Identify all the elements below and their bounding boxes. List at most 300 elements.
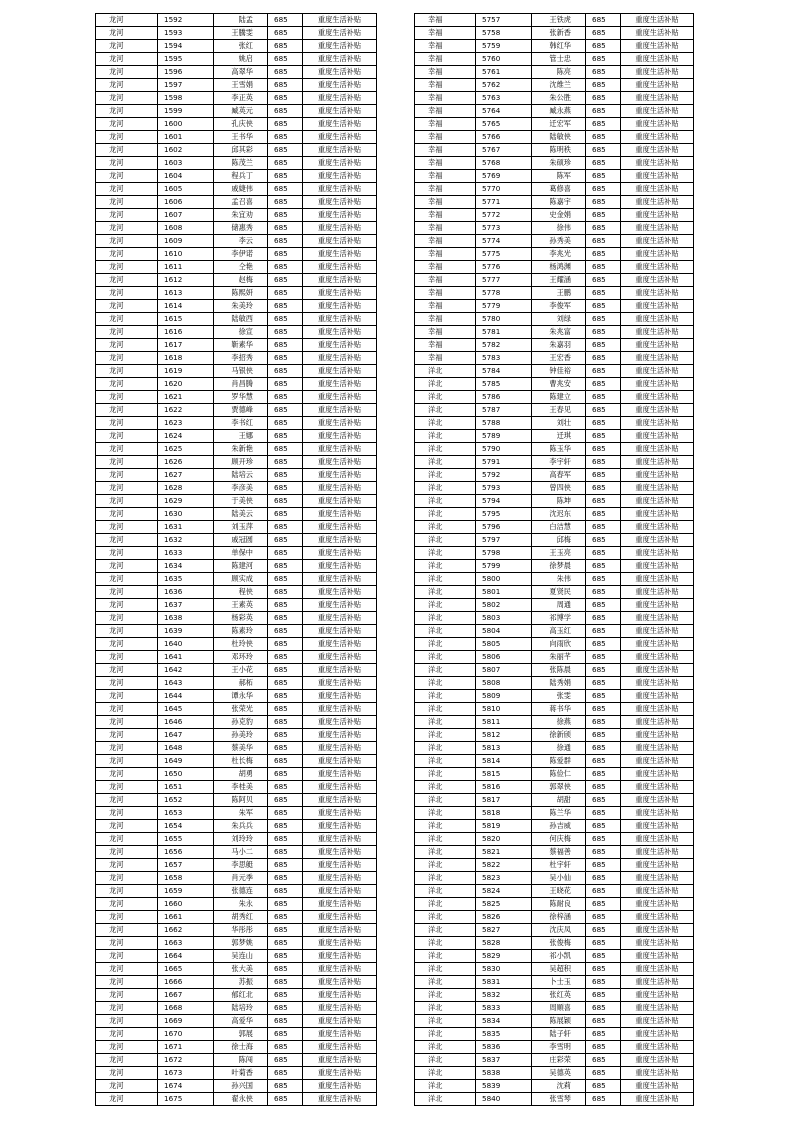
town-cell: 幸福 [415, 118, 476, 131]
table-row [415, 339, 694, 352]
town-cell: 洋北 [415, 937, 476, 950]
subsidy-type-cell: 重度生活补贴 [621, 196, 694, 209]
table-row [96, 1067, 377, 1080]
table-row [96, 495, 377, 508]
subsidy-type-cell: 重度生活补贴 [303, 664, 377, 677]
name-cell: 王小花 [214, 664, 268, 677]
amount-cell: 685 [268, 1028, 303, 1041]
name-cell: 王素英 [214, 599, 268, 612]
town-cell: 龙河 [96, 469, 158, 482]
subsidy-type-cell: 重度生活补贴 [621, 612, 694, 625]
name-cell: 刘壮 [532, 417, 586, 430]
table-row [415, 1080, 694, 1093]
subsidy-type-cell: 重度生活补贴 [303, 885, 377, 898]
number-cell: 5828 [476, 937, 532, 950]
subsidy-type-cell: 重度生活补贴 [303, 859, 377, 872]
name-cell: 陆敏侠 [532, 131, 586, 144]
amount-cell: 685 [268, 248, 303, 261]
town-cell: 洋北 [415, 365, 476, 378]
town-cell: 洋北 [415, 729, 476, 742]
town-cell: 洋北 [415, 391, 476, 404]
table-row [415, 872, 694, 885]
table-row [415, 846, 694, 859]
subsidy-type-cell: 重度生活补贴 [621, 521, 694, 534]
number-cell: 1634 [158, 560, 214, 573]
number-cell: 5803 [476, 612, 532, 625]
amount-cell: 685 [586, 105, 621, 118]
table-row [96, 1002, 377, 1015]
table-row [96, 1093, 377, 1106]
table-row [415, 547, 694, 560]
number-cell: 1618 [158, 352, 214, 365]
name-cell: 沈莉 [532, 1080, 586, 1093]
subsidy-type-cell: 重度生活补贴 [621, 66, 694, 79]
subsidy-type-cell: 重度生活补贴 [621, 1028, 694, 1041]
table-row [96, 92, 377, 105]
town-cell: 洋北 [415, 1080, 476, 1093]
table-row [415, 755, 694, 768]
subsidy-type-cell: 重度生活补贴 [621, 677, 694, 690]
table-row [96, 1041, 377, 1054]
name-cell: 张陈晨 [532, 664, 586, 677]
table-row [415, 261, 694, 274]
table-row [415, 326, 694, 339]
number-cell: 5785 [476, 378, 532, 391]
number-cell: 1610 [158, 248, 214, 261]
amount-cell: 685 [268, 807, 303, 820]
subsidy-type-cell: 重度生活补贴 [621, 989, 694, 1002]
amount-cell: 685 [268, 1054, 303, 1067]
amount-cell: 685 [586, 495, 621, 508]
amount-cell: 685 [586, 1028, 621, 1041]
table-row [415, 209, 694, 222]
table-row [96, 235, 377, 248]
number-cell: 5770 [476, 183, 532, 196]
name-cell: 贾德峰 [214, 404, 268, 417]
name-cell: 夏贤民 [532, 586, 586, 599]
subsidy-type-cell: 重度生活补贴 [621, 690, 694, 703]
amount-cell: 685 [586, 677, 621, 690]
amount-cell: 685 [586, 287, 621, 300]
amount-cell: 685 [268, 430, 303, 443]
town-cell: 洋北 [415, 716, 476, 729]
amount-cell: 685 [268, 625, 303, 638]
table-row [415, 287, 694, 300]
number-cell: 5822 [476, 859, 532, 872]
name-cell: 陈耐良 [532, 898, 586, 911]
subsidy-type-cell: 重度生活补贴 [621, 599, 694, 612]
table-row [415, 391, 694, 404]
amount-cell: 685 [268, 638, 303, 651]
table-row [96, 898, 377, 911]
subsidy-type-cell: 重度生活补贴 [303, 768, 377, 781]
town-cell: 龙河 [96, 482, 158, 495]
number-cell: 1601 [158, 131, 214, 144]
amount-cell: 685 [268, 742, 303, 755]
amount-cell: 685 [268, 729, 303, 742]
amount-cell: 685 [268, 911, 303, 924]
amount-cell: 685 [586, 456, 621, 469]
town-cell: 龙河 [96, 404, 158, 417]
name-cell: 单保中 [214, 547, 268, 560]
subsidy-type-cell: 重度生活补贴 [621, 976, 694, 989]
number-cell: 1646 [158, 716, 214, 729]
name-cell: 张荣光 [214, 703, 268, 716]
town-cell: 龙河 [96, 92, 158, 105]
subsidy-type-cell: 重度生活补贴 [621, 326, 694, 339]
town-cell: 幸福 [415, 222, 476, 235]
subsidy-type-cell: 重度生活补贴 [621, 222, 694, 235]
table-row [96, 482, 377, 495]
amount-cell: 685 [268, 560, 303, 573]
amount-cell: 685 [268, 40, 303, 53]
name-cell: 苏振 [214, 976, 268, 989]
number-cell: 5832 [476, 989, 532, 1002]
table-row [96, 378, 377, 391]
subsidy-type-cell: 重度生活补贴 [303, 755, 377, 768]
subsidy-type-cell: 重度生活补贴 [303, 365, 377, 378]
number-cell: 5812 [476, 729, 532, 742]
amount-cell: 685 [268, 820, 303, 833]
number-cell: 1670 [158, 1028, 214, 1041]
amount-cell: 685 [268, 716, 303, 729]
name-cell: 徐士海 [214, 1041, 268, 1054]
town-cell: 龙河 [96, 807, 158, 820]
name-cell: 顾实成 [214, 573, 268, 586]
number-cell: 5774 [476, 235, 532, 248]
town-cell: 洋北 [415, 976, 476, 989]
number-cell: 1647 [158, 729, 214, 742]
subsidy-type-cell: 重度生活补贴 [303, 586, 377, 599]
amount-cell: 685 [586, 482, 621, 495]
name-cell: 沈维兰 [532, 79, 586, 92]
subsidy-type-cell: 重度生活补贴 [621, 391, 694, 404]
number-cell: 5806 [476, 651, 532, 664]
amount-cell: 685 [268, 846, 303, 859]
subsidy-type-cell: 重度生活补贴 [621, 534, 694, 547]
town-cell: 龙河 [96, 196, 158, 209]
number-cell: 5834 [476, 1015, 532, 1028]
subsidy-type-cell: 重度生活补贴 [303, 963, 377, 976]
number-cell: 5787 [476, 404, 532, 417]
town-cell: 幸福 [415, 157, 476, 170]
number-cell: 5814 [476, 755, 532, 768]
table-row [415, 859, 694, 872]
town-cell: 洋北 [415, 586, 476, 599]
table-row [415, 365, 694, 378]
number-cell: 1673 [158, 1067, 214, 1080]
town-cell: 龙河 [96, 651, 158, 664]
subsidy-type-cell: 重度生活补贴 [303, 378, 377, 391]
name-cell: 肖昌腾 [214, 378, 268, 391]
name-cell: 曾四侠 [532, 482, 586, 495]
name-cell: 张新香 [532, 27, 586, 40]
table-row [96, 105, 377, 118]
subsidy-type-cell: 重度生活补贴 [621, 963, 694, 976]
number-cell: 5825 [476, 898, 532, 911]
town-cell: 龙河 [96, 248, 158, 261]
subsidy-type-cell: 重度生活补贴 [303, 820, 377, 833]
number-cell: 1608 [158, 222, 214, 235]
subsidy-type-cell: 重度生活补贴 [621, 859, 694, 872]
name-cell: 庄彩荣 [532, 1054, 586, 1067]
town-cell: 洋北 [415, 677, 476, 690]
town-cell: 洋北 [415, 456, 476, 469]
subsidy-type-cell: 重度生活补贴 [303, 53, 377, 66]
subsidy-type-cell: 重度生活补贴 [303, 443, 377, 456]
table-row [96, 625, 377, 638]
name-cell: 王玉亮 [532, 547, 586, 560]
table-row [96, 131, 377, 144]
name-cell: 徐伟 [532, 222, 586, 235]
amount-cell: 685 [586, 534, 621, 547]
number-cell: 1614 [158, 300, 214, 313]
subsidy-type-cell: 重度生活补贴 [621, 937, 694, 950]
town-cell: 洋北 [415, 924, 476, 937]
number-cell: 5777 [476, 274, 532, 287]
amount-cell: 685 [586, 625, 621, 638]
amount-cell: 685 [586, 911, 621, 924]
number-cell: 1631 [158, 521, 214, 534]
number-cell: 5786 [476, 391, 532, 404]
table-row [415, 586, 694, 599]
town-cell: 龙河 [96, 846, 158, 859]
number-cell: 5788 [476, 417, 532, 430]
number-cell: 5819 [476, 820, 532, 833]
name-cell: 朱硕珍 [532, 157, 586, 170]
town-cell: 洋北 [415, 742, 476, 755]
table-row [96, 937, 377, 950]
number-cell: 1665 [158, 963, 214, 976]
amount-cell: 685 [586, 222, 621, 235]
table-row [96, 443, 377, 456]
name-cell: 郝柘 [214, 677, 268, 690]
number-cell: 5772 [476, 209, 532, 222]
name-cell: 王铁虎 [532, 14, 586, 27]
town-cell: 洋北 [415, 521, 476, 534]
table-row [415, 508, 694, 521]
number-cell: 1641 [158, 651, 214, 664]
table-row [415, 417, 694, 430]
table-row [96, 755, 377, 768]
table-row [96, 950, 377, 963]
name-cell: 王娜 [214, 430, 268, 443]
number-cell: 5840 [476, 1093, 532, 1106]
amount-cell: 685 [586, 976, 621, 989]
number-cell: 5793 [476, 482, 532, 495]
town-cell: 龙河 [96, 170, 158, 183]
town-cell: 龙河 [96, 300, 158, 313]
table-row [96, 404, 377, 417]
town-cell: 龙河 [96, 1015, 158, 1028]
number-cell: 5831 [476, 976, 532, 989]
amount-cell: 685 [586, 846, 621, 859]
number-cell: 1636 [158, 586, 214, 599]
table-row [415, 443, 694, 456]
number-cell: 1621 [158, 391, 214, 404]
name-cell: 迁琪 [532, 430, 586, 443]
town-cell: 龙河 [96, 365, 158, 378]
name-cell: 周通 [532, 599, 586, 612]
number-cell: 5792 [476, 469, 532, 482]
subsidy-type-cell: 重度生活补贴 [303, 989, 377, 1002]
amount-cell: 685 [268, 79, 303, 92]
amount-cell: 685 [586, 573, 621, 586]
amount-cell: 685 [586, 664, 621, 677]
amount-cell: 685 [586, 638, 621, 651]
name-cell: 郭梦姚 [214, 937, 268, 950]
number-cell: 5815 [476, 768, 532, 781]
table-row [415, 794, 694, 807]
amount-cell: 685 [586, 1002, 621, 1015]
number-cell: 5790 [476, 443, 532, 456]
table-row [415, 820, 694, 833]
town-cell: 龙河 [96, 274, 158, 287]
table-row [96, 820, 377, 833]
table-row [96, 690, 377, 703]
amount-cell: 685 [268, 937, 303, 950]
number-cell: 5805 [476, 638, 532, 651]
number-cell: 1594 [158, 40, 214, 53]
name-cell: 孙秀美 [532, 235, 586, 248]
amount-cell: 685 [268, 755, 303, 768]
subsidy-type-cell: 重度生活补贴 [621, 1080, 694, 1093]
name-cell: 徐通 [532, 742, 586, 755]
town-cell: 龙河 [96, 27, 158, 40]
town-cell: 洋北 [415, 859, 476, 872]
town-cell: 龙河 [96, 534, 158, 547]
town-cell: 洋北 [415, 612, 476, 625]
town-cell: 龙河 [96, 560, 158, 573]
name-cell: 孙兴国 [214, 1080, 268, 1093]
table-row [96, 40, 377, 53]
town-cell: 龙河 [96, 287, 158, 300]
table-row [415, 495, 694, 508]
town-cell: 龙河 [96, 638, 158, 651]
number-cell: 5817 [476, 794, 532, 807]
number-cell: 1657 [158, 859, 214, 872]
name-cell: 吴连山 [214, 950, 268, 963]
table-row [96, 53, 377, 66]
table-row [96, 573, 377, 586]
name-cell: 白洁慧 [532, 521, 586, 534]
number-cell: 5821 [476, 846, 532, 859]
number-cell: 1662 [158, 924, 214, 937]
number-cell: 1629 [158, 495, 214, 508]
amount-cell: 685 [586, 950, 621, 963]
name-cell: 李桂美 [214, 781, 268, 794]
number-cell: 5781 [476, 326, 532, 339]
table-row [415, 638, 694, 651]
name-cell: 马小二 [214, 846, 268, 859]
table-row [96, 508, 377, 521]
table-row [96, 170, 377, 183]
subsidy-type-cell: 重度生活补贴 [621, 1002, 694, 1015]
subsidy-type-cell: 重度生活补贴 [621, 664, 694, 677]
table-row [415, 66, 694, 79]
name-cell: 向雨欣 [532, 638, 586, 651]
subsidy-type-cell: 重度生活补贴 [621, 781, 694, 794]
number-cell: 5811 [476, 716, 532, 729]
number-cell: 1611 [158, 261, 214, 274]
name-cell: 徐梦晨 [532, 560, 586, 573]
number-cell: 1675 [158, 1093, 214, 1106]
town-cell: 洋北 [415, 963, 476, 976]
town-cell: 洋北 [415, 820, 476, 833]
subsidy-type-cell: 重度生活补贴 [621, 742, 694, 755]
table-row [96, 664, 377, 677]
subsidy-type-cell: 重度生活补贴 [303, 703, 377, 716]
town-cell: 龙河 [96, 612, 158, 625]
subsidy-type-cell: 重度生活补贴 [621, 794, 694, 807]
table-row [415, 469, 694, 482]
town-cell: 洋北 [415, 1054, 476, 1067]
amount-cell: 685 [268, 27, 303, 40]
amount-cell: 685 [586, 196, 621, 209]
number-cell: 1660 [158, 898, 214, 911]
subsidy-type-cell: 重度生活补贴 [621, 703, 694, 716]
left-subsidy-table [95, 13, 377, 1106]
town-cell: 龙河 [96, 118, 158, 131]
subsidy-type-cell: 重度生活补贴 [303, 898, 377, 911]
number-cell: 1632 [158, 534, 214, 547]
amount-cell: 685 [268, 443, 303, 456]
amount-cell: 685 [268, 352, 303, 365]
name-cell: 陈建立 [532, 391, 586, 404]
number-cell: 1606 [158, 196, 214, 209]
amount-cell: 685 [586, 365, 621, 378]
table-row [96, 638, 377, 651]
name-cell: 高玉红 [532, 625, 586, 638]
table-row [415, 937, 694, 950]
amount-cell: 685 [268, 963, 303, 976]
subsidy-type-cell: 重度生活补贴 [621, 1067, 694, 1080]
amount-cell: 685 [586, 833, 621, 846]
table-row [96, 14, 377, 27]
town-cell: 幸福 [415, 79, 476, 92]
number-cell: 5835 [476, 1028, 532, 1041]
table-row [96, 352, 377, 365]
amount-cell: 685 [268, 898, 303, 911]
table-row [96, 560, 377, 573]
number-cell: 1645 [158, 703, 214, 716]
amount-cell: 685 [268, 92, 303, 105]
table-row [96, 209, 377, 222]
table-row [96, 547, 377, 560]
town-cell: 洋北 [415, 1067, 476, 1080]
number-cell: 1642 [158, 664, 214, 677]
number-cell: 1652 [158, 794, 214, 807]
town-cell: 洋北 [415, 1015, 476, 1028]
name-cell: 陆孟 [214, 14, 268, 27]
number-cell: 1640 [158, 638, 214, 651]
table-row [96, 872, 377, 885]
number-cell: 1615 [158, 313, 214, 326]
subsidy-type-cell: 重度生活补贴 [303, 235, 377, 248]
subsidy-type-cell: 重度生活补贴 [303, 1028, 377, 1041]
amount-cell: 685 [268, 651, 303, 664]
name-cell: 马银侠 [214, 365, 268, 378]
number-cell: 5782 [476, 339, 532, 352]
table-row [415, 963, 694, 976]
subsidy-type-cell: 重度生活补贴 [303, 924, 377, 937]
name-cell: 刘玉萍 [214, 521, 268, 534]
name-cell: 胡甜 [532, 794, 586, 807]
number-cell: 5768 [476, 157, 532, 170]
subsidy-type-cell: 重度生活补贴 [303, 911, 377, 924]
amount-cell: 685 [268, 300, 303, 313]
amount-cell: 685 [586, 144, 621, 157]
